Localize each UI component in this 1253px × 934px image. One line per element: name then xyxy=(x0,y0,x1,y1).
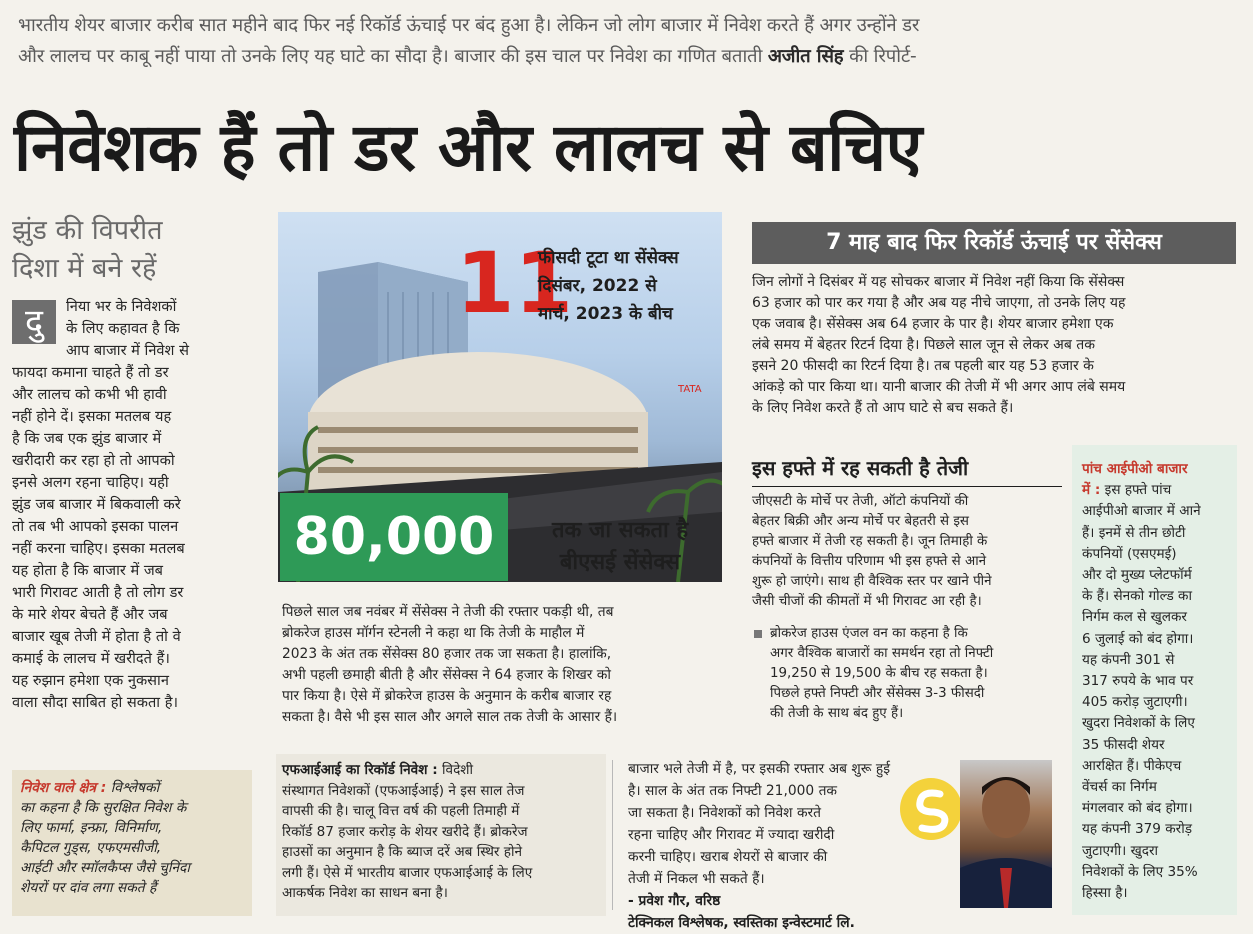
week-article xyxy=(752,492,1064,612)
ipo-line: 35 फीसदी शेयर xyxy=(1082,736,1165,753)
article-line: सकता है। वैसे भी इस साल और अगले साल तक तेजी के आसार हैं। xyxy=(282,709,618,725)
article-line: पार किया है। ऐसे में ब्रोकरेज हाउस के अनुमान के करीब बाजार रह xyxy=(282,688,612,704)
article-line: पिछले साल जब नवंबर में सेंसेक्स ने तेजी की रफ्तार पकड़ी थी, तब xyxy=(282,604,614,620)
ipo-line: 6 जुलाई को बंद होगा। xyxy=(1082,630,1194,647)
article-line: भारी गिरावट आती है तो लोग डर xyxy=(12,584,184,601)
fii-line: रिकॉर्ड 87 हजार करोड़ के शेयर खरीदे हैं। ब्रोकरेज xyxy=(282,823,528,840)
ipo-line: हिस्सा है। xyxy=(1082,885,1128,902)
article-line: इसने 20 फीसदी का रिटर्न दिया है। तब पहली बार यह 53 हजार के xyxy=(752,358,1094,374)
week-bullet xyxy=(752,624,1064,724)
article-line: लंबे समय में बेहतर रिटर्न दिया है। पिछले साल जून से लेकर अब तक xyxy=(752,337,1096,353)
dropcap: दु xyxy=(12,300,56,344)
column-divider xyxy=(612,760,613,910)
ipo-line: आईपीओ बाजार में आने xyxy=(1082,503,1201,520)
article-line: कमाई के लालच में खरीदते हैं। xyxy=(12,650,170,667)
sectors-text xyxy=(12,770,252,906)
quote-byline-1: - प्रवेश गौर, वरिष्ठ xyxy=(628,893,721,909)
article-line: इनसे अलग रहना चाहिए। यही xyxy=(12,474,169,491)
article-line: है कि जब एक झुंड बाजार में xyxy=(12,430,162,447)
bullet-line: पिछले हफ्ते निफ्टी और सेंसेक्स 3-3 फीसदी xyxy=(770,686,985,701)
article-line: आंकड़े को पार किया था। यानी बाजार की तेजी में भी अगर आप लंबे समय xyxy=(752,379,1126,395)
fii-line: विदेशी xyxy=(441,762,474,778)
sectors-line: आईटी और स्मॉलकैप्स जैसे चुनिंदा xyxy=(20,860,190,876)
ipo-title-2: में : xyxy=(1082,482,1101,499)
article-line: कंपनियों के वित्तीय परिणाम भी इस हफ्ते से आने xyxy=(752,554,987,569)
sensex-target-caption xyxy=(520,515,720,579)
ipo-box: पांच आईपीओ बाजार में : इस हफ्ते पांच आईपीओ बाजार में आने हैं। इनमें से तीन छोटी कंपनियों (एसएमई) और दो मुख्य प्लेटफॉर्म के हैं। सेनको गोल्ड का निर्गम कल से खुलकर 6 जुलाई को बंद होगा। यह कंपनी 301 से 317 रुपये के भाव पर 405 करोड़ जुटाएगी। खुदरा निवेशकों के लिए 35 फीसदी शेयर आरक्षित हैं। पीकेएच वेंचर्स का निर्गम मंगलवार को बंद होगा। यह कंपनी 379 करोड़ जुटाएगी। खुदरा निवेशकों के लिए 35% हिस्सा है। xyxy=(1072,445,1237,915)
ipo-line: के हैं। सेनको गोल्ड का xyxy=(1082,588,1192,605)
sectors-line: का कहना है कि सुरक्षित निवेश के xyxy=(20,800,187,816)
article-line: 2023 के अंत तक सेंसेक्स 80 हजार तक जा सकता है। हालांकि, xyxy=(282,646,612,662)
sectors-line: लिए फार्मा, इन्फ्रा, विनिर्माण, xyxy=(20,820,163,836)
article-line: आप बाजार में निवेश से xyxy=(66,342,189,359)
stat-number: 11 xyxy=(456,234,573,332)
sectors-box xyxy=(12,770,252,916)
quote-line: बाजार भले तेजी में है, पर इसकी रफ्तार अब शुरू हुई xyxy=(628,761,890,777)
bullet-line: ब्रोकरेज हाउस एंजल वन का कहना है कि xyxy=(770,626,968,641)
fii-line: आकर्षक निवेश का साधन बना है। xyxy=(282,885,448,901)
article-line: के लिए कहावत है कि xyxy=(66,320,180,337)
fii-title: एफआईआई का रिकॉर्ड निवेश : xyxy=(282,762,438,778)
article-line: ब्रोकरेज हाउस मॉर्गन स्टेनली ने कहा था कि तेजी के माहौल में xyxy=(282,625,585,641)
article-line: जिन लोगों ने दिसंबर में यह सोचकर बाजार में निवेश नहीं किया कि सेंसेक्स xyxy=(752,274,1125,290)
fii-line: वापसी की है। चालू वित्त वर्ष की पहली तिमाही में xyxy=(282,803,520,819)
ipo-line: 317 रुपये के भाव पर xyxy=(1082,673,1194,690)
left-title-2: दिशा में बने रहें xyxy=(12,253,157,284)
ipo-line: हैं। इनमें से तीन छोटी xyxy=(1082,524,1186,541)
page-title: निवेशक हैं तो डर और लालच से बचिए xyxy=(14,109,922,186)
stat-caption-1: फीसदी टूटा था सेंसेक्स xyxy=(538,248,679,268)
quote-line: रहना चाहिए और गिरावट में ज्यादा खरीदी xyxy=(628,827,835,843)
author-name: अजीत सिंह xyxy=(767,46,844,67)
left-title-1: झुंड की विपरीत xyxy=(12,215,163,246)
article-line: तो तब भी आपको इसका पालन xyxy=(12,518,179,535)
stat-caption xyxy=(538,244,718,328)
left-column xyxy=(12,212,252,714)
intro-text xyxy=(18,10,1238,72)
sensex-caption-2: बीएसई सेंसेक्स xyxy=(559,550,681,575)
article-line: अभी पहली छमाही बीती है और सेंसेक्स ने 64 हजार के शिखर को xyxy=(282,667,611,683)
quote-byline-2: टेक्निकल विश्लेषक, स्वस्तिका इन्वेस्टमार्ट लि. xyxy=(628,915,855,931)
article-line: के लिए निवेश करते हैं तो आप घाटे से बच सकते हैं। xyxy=(752,400,1014,416)
week-title: इस हफ्ते में रह सकती है तेजी xyxy=(752,456,969,480)
ipo-line: जुटाएगी। खुदरा xyxy=(1082,842,1159,859)
left-article-lines xyxy=(12,296,252,714)
article-line: शुरू हो जाएंगे। साथ ही वैश्विक स्तर पर खाने पीने xyxy=(752,574,992,589)
stat-caption-3: मार्च, 2023 के बीच xyxy=(538,304,673,324)
center-article xyxy=(282,602,722,728)
ipo-title-1: पांच आईपीओ बाजार xyxy=(1082,461,1188,477)
record-high-banner: 7 माह बाद फिर रिकॉर्ड ऊंचाई पर सेंसेक्स xyxy=(752,222,1236,264)
fii-box xyxy=(276,754,606,916)
article-line: जैसी चीजों की कीमतों में भी गिरावट आ रही है। xyxy=(752,594,982,609)
tata-sign: TATA xyxy=(678,384,702,395)
swastika-logo-icon xyxy=(900,778,962,840)
fii-line: लगी हैं। ऐसे में भारतीय बाजार एफआईआई के लिए xyxy=(282,864,533,881)
left-article xyxy=(12,296,252,714)
ipo-line: यह कंपनी 301 से xyxy=(1082,651,1175,668)
fii-line: संस्थागत निवेशकों (एफआईआई) ने इस साल तेज xyxy=(282,782,525,799)
article-line: फायदा कमाना चाहते हैं तो डर xyxy=(12,364,169,381)
article-line: नहीं होने दें। इसका मतलब यह xyxy=(12,408,172,425)
quote-line: तेजी में निकल भी सकते हैं। xyxy=(628,871,765,887)
sectors-line: कैपिटल गुड्स, एफएमसीजी, xyxy=(20,840,162,856)
article-line: खरीदारी कर रहा हो तो आपको xyxy=(12,452,175,469)
sensex-target-value: 80,000 xyxy=(280,493,508,581)
ipo-line: और दो मुख्य प्लेटफॉर्म xyxy=(1082,567,1192,584)
intro-line-2: और लालच पर काबू नहीं पाया तो उनके लिए यह घाटे का सौदा है। बाजार की इस चाल पर निवेश का गणित बताती अजीत सिंह की रिपोर्ट- xyxy=(18,46,917,67)
fii-line: हाउसों का अनुमान है कि ब्याज दरें अब स्थिर होने xyxy=(282,844,523,860)
ipo-line: 405 करोड़ जुटाएगी। xyxy=(1082,694,1188,711)
bullet-icon xyxy=(754,630,762,638)
ipo-line: निर्गम कल से खुलकर xyxy=(1082,609,1187,626)
article-line: निया भर के निवेशकों xyxy=(66,298,177,315)
article-line: नहीं करना चाहिए। इसका मतलब xyxy=(12,540,185,557)
ipo-line: आरक्षित हैं। पीकेएच xyxy=(1082,757,1182,774)
article-line: बेहतर बिक्री और अन्य मोर्चे पर बेहतरी से इस xyxy=(752,514,969,529)
article-line: हफ्ते बाजार में तेजी रह सकती है। जून तिमाही के xyxy=(752,534,988,549)
quote-line: जा सकता है। निवेशकों को निवेश करते xyxy=(628,805,822,821)
article-line: एक जवाब है। सेंसेक्स अब 64 हजार के पार है। शेयर बाजार हमेशा एक xyxy=(752,316,1114,332)
quote-line: करनी चाहिए। खराब शेयरों से बाजार की xyxy=(628,849,828,865)
ipo-line: वेंचर्स का निर्गम xyxy=(1082,779,1157,796)
bullet-line: अगर वैश्विक बाजारों का समर्थन रहा तो निफ्टी xyxy=(770,646,994,661)
ipo-line: खुदरा निवेशकों के लिए xyxy=(1082,715,1195,732)
article-line: जीएसटी के मोर्चे पर तेजी, ऑटो कंपनियों की xyxy=(752,494,969,509)
article-line: झुंड जब बाजार में बिकवाली करे xyxy=(12,496,181,513)
sensex-caption-1: तक जा सकता है xyxy=(551,518,689,543)
record-high-article xyxy=(752,272,1236,419)
ipo-line: मंगलवार को बंद होगा। xyxy=(1082,800,1193,817)
week-divider xyxy=(752,486,1062,487)
sectors-line: विश्लेषकों xyxy=(110,780,160,796)
sectors-line: शेयरों पर दांव लगा सकते हैं xyxy=(20,880,157,896)
sectors-label: निवेश वाले क्षेत्र : xyxy=(20,780,107,796)
article-line: यह रुझान हमेशा एक नुकसान xyxy=(12,672,169,689)
intro-line-1: भारतीय शेयर बाजार करीब सात महीने बाद फिर नई रिकॉर्ड ऊंचाई पर बंद हुआ है। लेकिन जो लोग बाजार में निवेश करते हैं अगर उन्होंने डर xyxy=(18,15,920,36)
article-line: और लालच को कभी भी हावी xyxy=(12,386,167,403)
bullet-line: 19,250 से 19,500 के बीच रह सकता है। xyxy=(770,666,988,681)
expert-photo xyxy=(960,760,1052,908)
ipo-line: कंपनियों (एसएमई) xyxy=(1082,545,1177,562)
article-line: बाजार खूब तेजी में होता है तो वे xyxy=(12,628,181,645)
article-line: वाला सौदा साबित हो सकता है। xyxy=(12,694,178,711)
article-line: 63 हजार को पार कर गया है और अब यह नीचे जाएगा, तो उनके लिए यह xyxy=(752,295,1126,311)
quote-line: है। साल के अंत तक निफ्टी 21,000 तक xyxy=(628,783,838,799)
ipo-line: यह कंपनी 379 करोड़ xyxy=(1082,821,1193,838)
article-line: यह होता है कि बाजार में जब xyxy=(12,562,163,579)
bullet-line: की तेजी के साथ बंद हुए हैं। xyxy=(770,706,904,721)
ipo-line: निवेशकों के लिए 35% xyxy=(1082,863,1198,880)
stat-caption-2: दिसंबर, 2022 से xyxy=(538,276,657,296)
article-line: के मारे शेयर बेचते हैं और जब xyxy=(12,606,168,623)
